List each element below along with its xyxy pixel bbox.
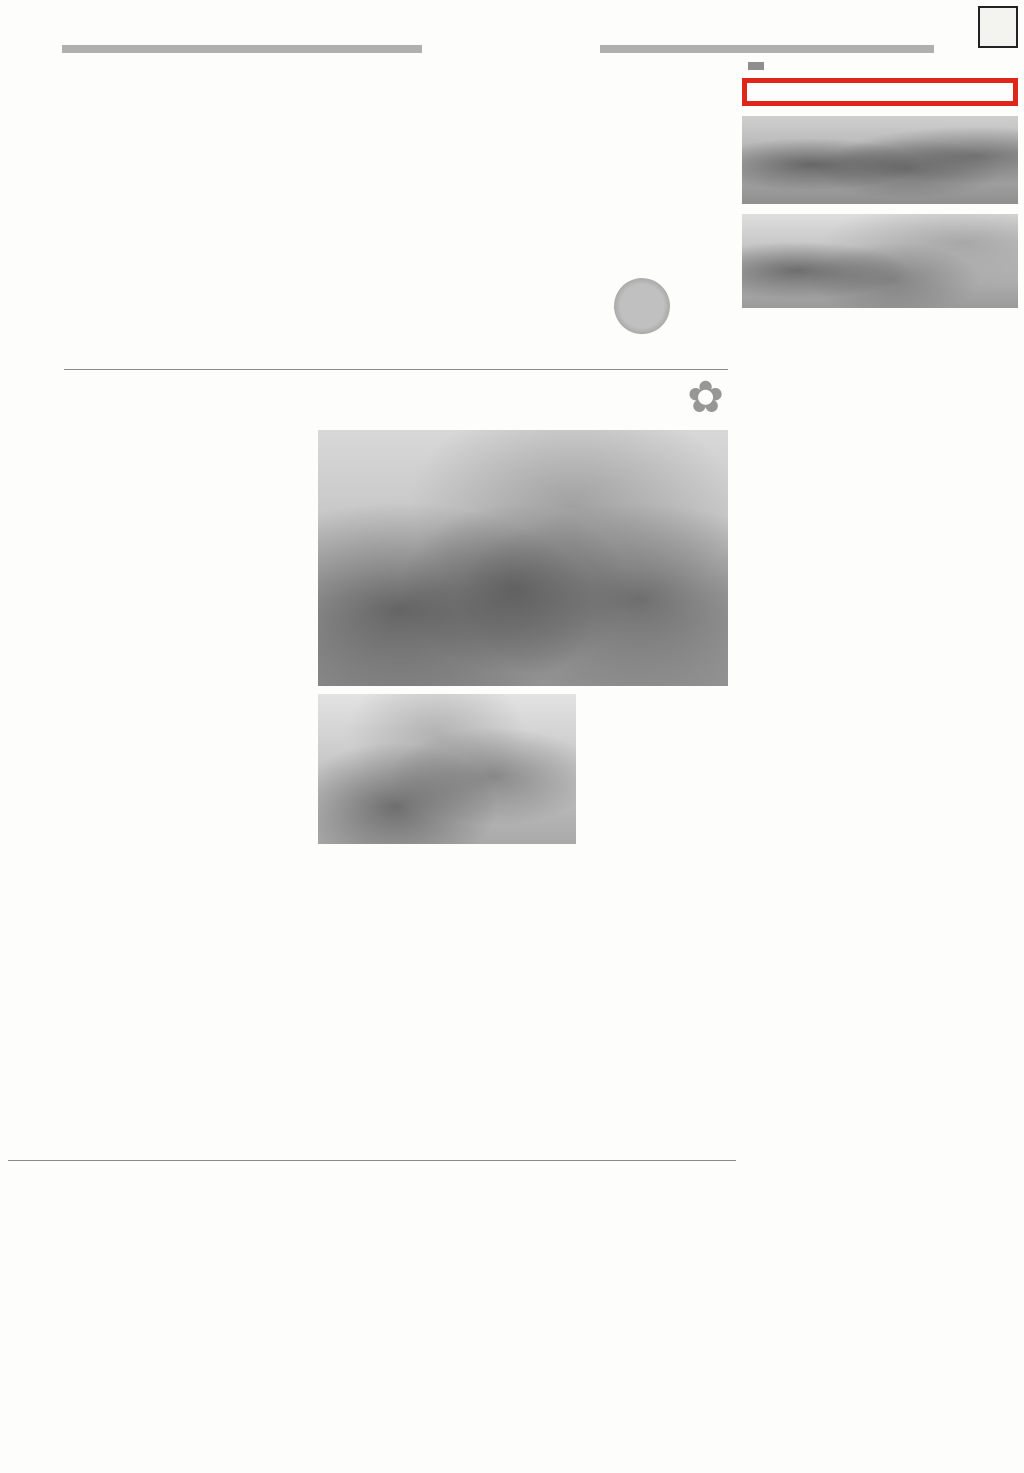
header-rule-right xyxy=(600,45,934,53)
stone-body xyxy=(318,859,728,1107)
center-column xyxy=(318,373,728,1107)
main-article-body xyxy=(64,75,728,277)
dorm-body xyxy=(8,735,304,1015)
article-demolition xyxy=(8,383,304,719)
ink-circle-icon xyxy=(612,276,672,336)
header-rule-left xyxy=(62,45,422,53)
kapok-flower-icon: ✿ xyxy=(687,373,724,422)
dongtai-header xyxy=(742,62,1018,70)
campus-feature-header xyxy=(318,373,728,422)
demolition-body xyxy=(8,383,304,719)
article-students-dorm xyxy=(8,735,304,1015)
jump-body xyxy=(8,1170,736,1462)
photo-campus-activity xyxy=(318,430,728,686)
jump-continuation-block xyxy=(8,1160,736,1462)
masthead-logo xyxy=(978,6,1018,48)
contest-logo xyxy=(687,373,728,422)
xinshijie-stamp xyxy=(610,272,734,338)
left-column xyxy=(8,374,304,1015)
dongtai-gray-badge xyxy=(748,62,764,70)
featured-gansu-article xyxy=(742,78,1018,106)
divider-under-main xyxy=(64,369,728,370)
photo-river-patrol xyxy=(742,214,1018,308)
photo-captions xyxy=(586,694,728,844)
photo-classroom-lecture xyxy=(318,694,576,844)
procuratorial-updates-column xyxy=(742,62,1018,1468)
article-toilet-paper-face-scan xyxy=(64,62,728,277)
photo-martyr-graves xyxy=(742,116,1018,204)
